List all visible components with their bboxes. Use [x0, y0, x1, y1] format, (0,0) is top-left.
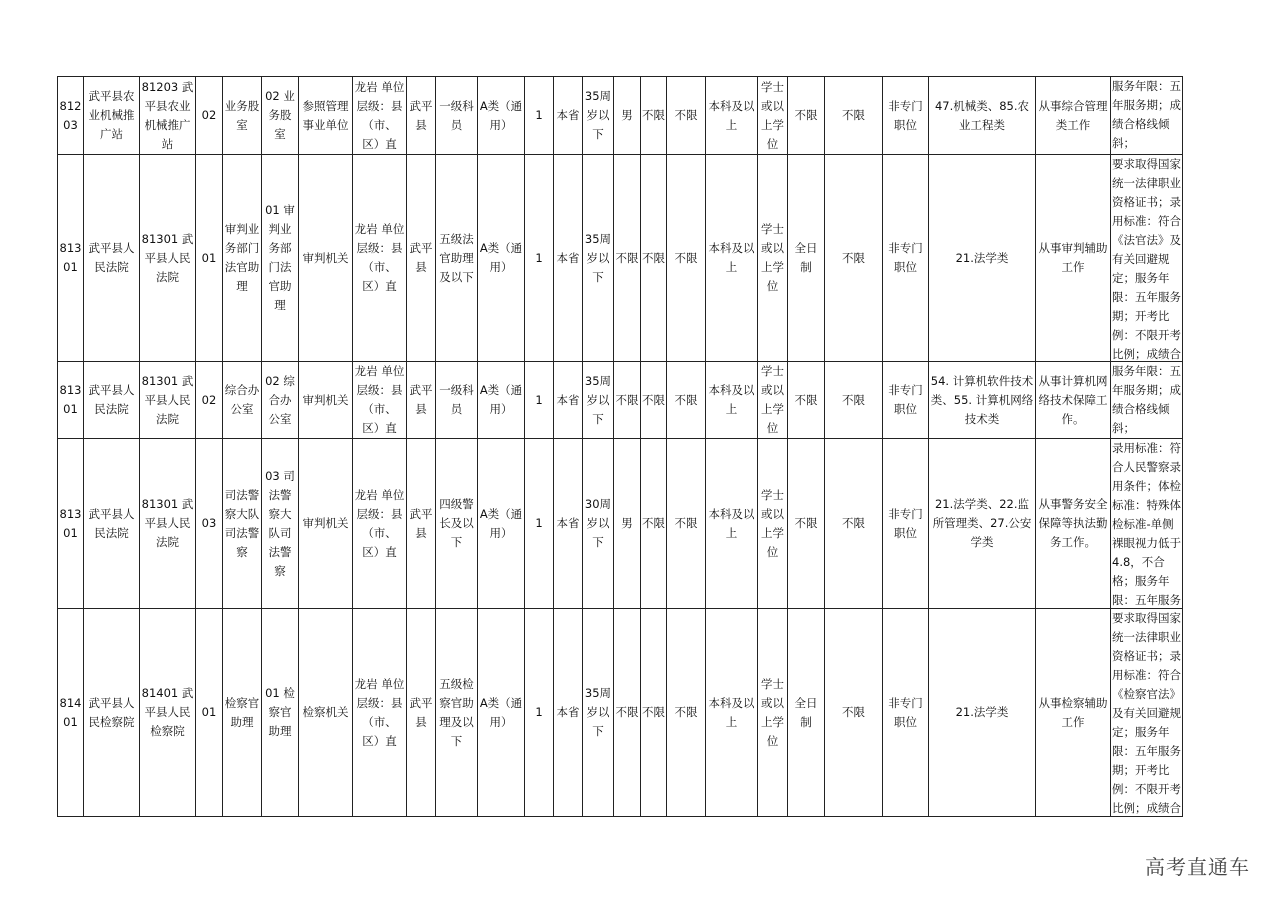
- table-cell: 审判业务部门法官助理: [223, 155, 262, 362]
- table-cell: 四级警长及以下: [436, 439, 478, 609]
- table-cell: 81401: [58, 609, 84, 817]
- table-cell: 学士或以上学位: [758, 362, 788, 439]
- table-cell: 1: [525, 362, 554, 439]
- table-cell: 03 司法警察大队司法警察: [262, 439, 299, 609]
- table-cell: 学士或以上学位: [758, 155, 788, 362]
- table-cell: 不限: [825, 155, 883, 362]
- recruitment-table: [57, 76, 1183, 817]
- table-cell: 本省: [554, 362, 583, 439]
- table-cell: 不限: [667, 77, 706, 155]
- table-cell: 龙岩 单位层级：县（市、区）直: [353, 362, 407, 439]
- table-cell: 司法警察大队司法警察: [223, 439, 262, 609]
- table-cell: 不限: [614, 155, 641, 362]
- table-cell: 非专门职位: [883, 155, 929, 362]
- table-cell: 54. 计算机软件技术类、55. 计算机网络技术类: [929, 362, 1036, 439]
- table-cell: 武平县人民法院: [84, 155, 140, 362]
- table-cell: 龙岩 单位层级：县（市、区）直: [353, 155, 407, 362]
- table-cell: 不限: [825, 362, 883, 439]
- table-cell: 全日制: [788, 155, 825, 362]
- table-cell: A类（通用）: [478, 609, 525, 817]
- table-cell: 武平县: [407, 77, 436, 155]
- table-cell: 35周岁以下: [583, 609, 614, 817]
- table-cell: 81301: [58, 362, 84, 439]
- table-cell: 五级法官助理及以下: [436, 155, 478, 362]
- table-cell: 本科及以上: [706, 155, 758, 362]
- table-cell: 35周岁以下: [583, 362, 614, 439]
- table-cell: 不限: [667, 362, 706, 439]
- table-row: [58, 609, 1183, 817]
- table-cell: 审判机关: [299, 362, 353, 439]
- table-cell: 龙岩 单位层级：县（市、区）直: [353, 439, 407, 609]
- table-cell: 不限: [667, 155, 706, 362]
- table-cell: A类（通用）: [478, 77, 525, 155]
- table-cell: 一级科员: [436, 362, 478, 439]
- table-cell: [1111, 155, 1183, 362]
- table-body: [58, 77, 1183, 817]
- table-cell: 81203 武平县农业机械推广站: [140, 77, 196, 155]
- table-cell: 01: [196, 609, 223, 817]
- table-cell: 检察机关: [299, 609, 353, 817]
- table-cell: 全日制: [788, 609, 825, 817]
- table-cell: 龙岩 单位层级：县（市、区）直: [353, 609, 407, 817]
- table-cell: 02: [196, 77, 223, 155]
- table-row: [58, 439, 1183, 609]
- table-cell: 不限: [825, 439, 883, 609]
- table-cell: 武平县人民法院: [84, 362, 140, 439]
- table-cell: 81301 武平县人民法院: [140, 362, 196, 439]
- table-cell: 武平县: [407, 155, 436, 362]
- table-cell: 不限: [641, 609, 667, 817]
- table-cell: 从事检察辅助工作: [1036, 609, 1111, 817]
- table-cell: 本科及以上: [706, 362, 758, 439]
- table-cell: 学士或以上学位: [758, 609, 788, 817]
- table-cell: 不限: [667, 439, 706, 609]
- table-cell: 01: [196, 155, 223, 362]
- table-cell: 不限: [667, 609, 706, 817]
- table-cell: 武平县: [407, 439, 436, 609]
- table-cell: 龙岩 单位层级：县（市、区）直: [353, 77, 407, 155]
- table-cell: 从事警务安全保障等执法勤务工作。: [1036, 439, 1111, 609]
- table-cell: 不限: [788, 439, 825, 609]
- table-cell: 本省: [554, 609, 583, 817]
- table-cell: 武平县人民法院: [84, 439, 140, 609]
- table-row: [58, 362, 1183, 439]
- table-cell: 非专门职位: [883, 362, 929, 439]
- table-cell: A类（通用）: [478, 362, 525, 439]
- table-cell: 学士或以上学位: [758, 77, 788, 155]
- table-cell: 1: [525, 77, 554, 155]
- table-cell: 02 综合办公室: [262, 362, 299, 439]
- table-cell: 02 业务股室: [262, 77, 299, 155]
- table-cell: 35周岁以下: [583, 155, 614, 362]
- table-cell: 01 审判业务部门法官助理: [262, 155, 299, 362]
- table-cell: 不限: [641, 439, 667, 609]
- table-cell: 男: [614, 439, 641, 609]
- table-cell: 本省: [554, 439, 583, 609]
- table-cell: 五级检察官助理及以下: [436, 609, 478, 817]
- table-cell: 业务股室: [223, 77, 262, 155]
- table-cell: 男: [614, 77, 641, 155]
- table-cell: 不限: [825, 77, 883, 155]
- table-row: [58, 155, 1183, 362]
- table-cell: 03: [196, 439, 223, 609]
- table-cell: 综合办公室: [223, 362, 262, 439]
- remarks-text: 要求取得国家统一法律职业资格证书；录用标准：符合《检察官法》及有关回避规定；服务年限：五年服务期；开考比例：不限开考比例；成绩合: [1112, 611, 1181, 815]
- table-cell: 武平县人民检察院: [84, 609, 140, 817]
- table-cell: 不限: [614, 609, 641, 817]
- table-cell: A类（通用）: [478, 155, 525, 362]
- table-cell: A类（通用）: [478, 439, 525, 609]
- table-cell: 武平县农业机械推广站: [84, 77, 140, 155]
- table-cell: 21.法学类: [929, 155, 1036, 362]
- remarks-text: 录用标准：符合人民警察录用条件；体检标准：特殊体检标准-单侧裸眼视力低于4.8，不合格；服务年限：五年服务: [1112, 441, 1181, 607]
- table-cell: 35周岁以下: [583, 77, 614, 155]
- table-cell: 81301 武平县人民法院: [140, 439, 196, 609]
- table-cell: 审判机关: [299, 155, 353, 362]
- table-cell: [1111, 439, 1183, 609]
- table-cell: 81301 武平县人民法院: [140, 155, 196, 362]
- table-cell: 不限: [825, 609, 883, 817]
- table-cell: 81203: [58, 77, 84, 155]
- table-cell: 本省: [554, 77, 583, 155]
- table-cell: 不限: [641, 362, 667, 439]
- table-cell: 47.机械类、85.农业工程类: [929, 77, 1036, 155]
- table-cell: 81301: [58, 439, 84, 609]
- table-cell: 本科及以上: [706, 77, 758, 155]
- table-cell: [1111, 362, 1183, 439]
- table-cell: 武平县: [407, 362, 436, 439]
- table-row: [58, 77, 1183, 155]
- table-cell: 1: [525, 439, 554, 609]
- table-cell: 武平县: [407, 609, 436, 817]
- table-cell: 从事综合管理类工作: [1036, 77, 1111, 155]
- table-cell: 检察官助理: [223, 609, 262, 817]
- table-cell: 不限: [614, 362, 641, 439]
- table-cell: 21.法学类、22.监所管理类、27.公安学类: [929, 439, 1036, 609]
- table-cell: 从事计算机网络技术保障工作。: [1036, 362, 1111, 439]
- table-cell: 1: [525, 609, 554, 817]
- remarks-text: 要求取得国家统一法律职业资格证书；录用标准：符合《法官法》及有关回避规定；服务年限：五年服务期；开考比例：不限开考比例；成绩合: [1112, 157, 1181, 360]
- table-cell: 不限: [788, 362, 825, 439]
- table-cell: 不限: [788, 77, 825, 155]
- table-cell: 30周岁以下: [583, 439, 614, 609]
- table-cell: 不限: [641, 155, 667, 362]
- table-cell: 非专门职位: [883, 77, 929, 155]
- table-cell: 一级科员: [436, 77, 478, 155]
- table-cell: 不限: [641, 77, 667, 155]
- table-cell: 参照管理事业单位: [299, 77, 353, 155]
- table-cell: 21.法学类: [929, 609, 1036, 817]
- table-cell: 非专门职位: [883, 609, 929, 817]
- table-cell: 本省: [554, 155, 583, 362]
- table-cell: 81401 武平县人民检察院: [140, 609, 196, 817]
- remarks-text: 服务年限：五年服务期；成绩合格线倾斜；: [1112, 79, 1181, 150]
- table-cell: 审判机关: [299, 439, 353, 609]
- table-cell: 01 检察官助理: [262, 609, 299, 817]
- table-cell: 非专门职位: [883, 439, 929, 609]
- table-cell: [1111, 77, 1183, 155]
- table-cell: 81301: [58, 155, 84, 362]
- table-cell: 本科及以上: [706, 439, 758, 609]
- table-cell: 从事审判辅助工作: [1036, 155, 1111, 362]
- remarks-text: 服务年限：五年服务期；成绩合格线倾斜；: [1112, 364, 1181, 435]
- table-cell: 学士或以上学位: [758, 439, 788, 609]
- table-cell: [1111, 609, 1183, 817]
- watermark-text: 高考直通车: [1145, 855, 1250, 879]
- table-cell: 1: [525, 155, 554, 362]
- table-cell: 本科及以上: [706, 609, 758, 817]
- table-cell: 02: [196, 362, 223, 439]
